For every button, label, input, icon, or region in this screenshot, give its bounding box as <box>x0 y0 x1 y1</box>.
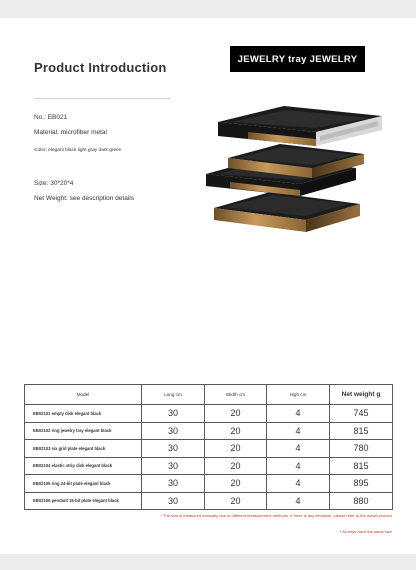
spec-number: No.: EB021 <box>34 114 68 121</box>
cell-width: 20 <box>205 475 267 493</box>
cell-long: 30 <box>142 405 205 423</box>
cell-high: 4 <box>267 405 330 423</box>
cell-long: 30 <box>142 457 205 475</box>
spec-color: Color: elegant black light gray dark green <box>34 148 122 153</box>
header-width: Width cm <box>205 385 267 405</box>
cell-width: 20 <box>205 492 267 510</box>
cell-long: 30 <box>142 475 205 493</box>
cell-long: 30 <box>142 422 205 440</box>
cell-model: EB02104 elastic strip disk elegant black <box>25 457 142 475</box>
spec-material: Material: microfiber metal <box>34 129 107 136</box>
cell-width: 20 <box>205 405 267 423</box>
specification-table <box>24 384 393 510</box>
page-title: Product Introduction <box>34 60 167 75</box>
cell-model: EB02105 ring 24-bit plate elegant black <box>25 475 142 493</box>
cell-high: 4 <box>267 422 330 440</box>
table-row <box>25 475 393 493</box>
spec-net-weight: Net Weight: see description details <box>34 195 134 202</box>
cell-high: 4 <box>267 440 330 458</box>
cell-net-weight: 815 <box>330 457 393 475</box>
cell-width: 20 <box>205 457 267 475</box>
header-model: Model <box>25 385 142 405</box>
product-page <box>0 18 416 554</box>
table-header-row <box>25 385 393 405</box>
table-row <box>25 405 393 423</box>
tray-bottom <box>214 192 360 232</box>
same-size-note: * All trays have the same size <box>339 529 392 534</box>
table-row <box>25 440 393 458</box>
cell-model: EB02103 six grid plate elegant black <box>25 440 142 458</box>
table-row <box>25 422 393 440</box>
cell-net-weight: 815 <box>330 422 393 440</box>
product-banner: JEWELRY tray JEWELRY <box>230 46 365 72</box>
cell-long: 30 <box>142 492 205 510</box>
title-divider <box>34 98 170 99</box>
cell-net-weight: 880 <box>330 492 393 510</box>
cell-high: 4 <box>267 457 330 475</box>
measurement-note: * The size is measured manually due to different measurement methods. If there is any deviation, please refer to the actual product <box>160 513 392 518</box>
cell-net-weight: 745 <box>330 405 393 423</box>
cell-net-weight: 780 <box>330 440 393 458</box>
header-high: High cm <box>267 385 330 405</box>
table-row <box>25 457 393 475</box>
header-long: Long cm <box>142 385 205 405</box>
jewelry-trays-image <box>200 96 400 246</box>
cell-long: 30 <box>142 440 205 458</box>
spec-size: Size: 30*20*4 <box>34 180 74 187</box>
cell-width: 20 <box>205 440 267 458</box>
header-net-weight: Net weight g <box>330 385 393 405</box>
cell-model: EB02101 empty disk elegant black <box>25 405 142 423</box>
cell-model: EB02102 ring jewelry tray elegant black <box>25 422 142 440</box>
cell-width: 20 <box>205 422 267 440</box>
table-row <box>25 492 393 510</box>
tray-top <box>218 106 382 146</box>
cell-high: 4 <box>267 492 330 510</box>
cell-high: 4 <box>267 475 330 493</box>
cell-model: EB02106 pendant 15-bit plate elegant black <box>25 492 142 510</box>
cell-net-weight: 895 <box>330 475 393 493</box>
